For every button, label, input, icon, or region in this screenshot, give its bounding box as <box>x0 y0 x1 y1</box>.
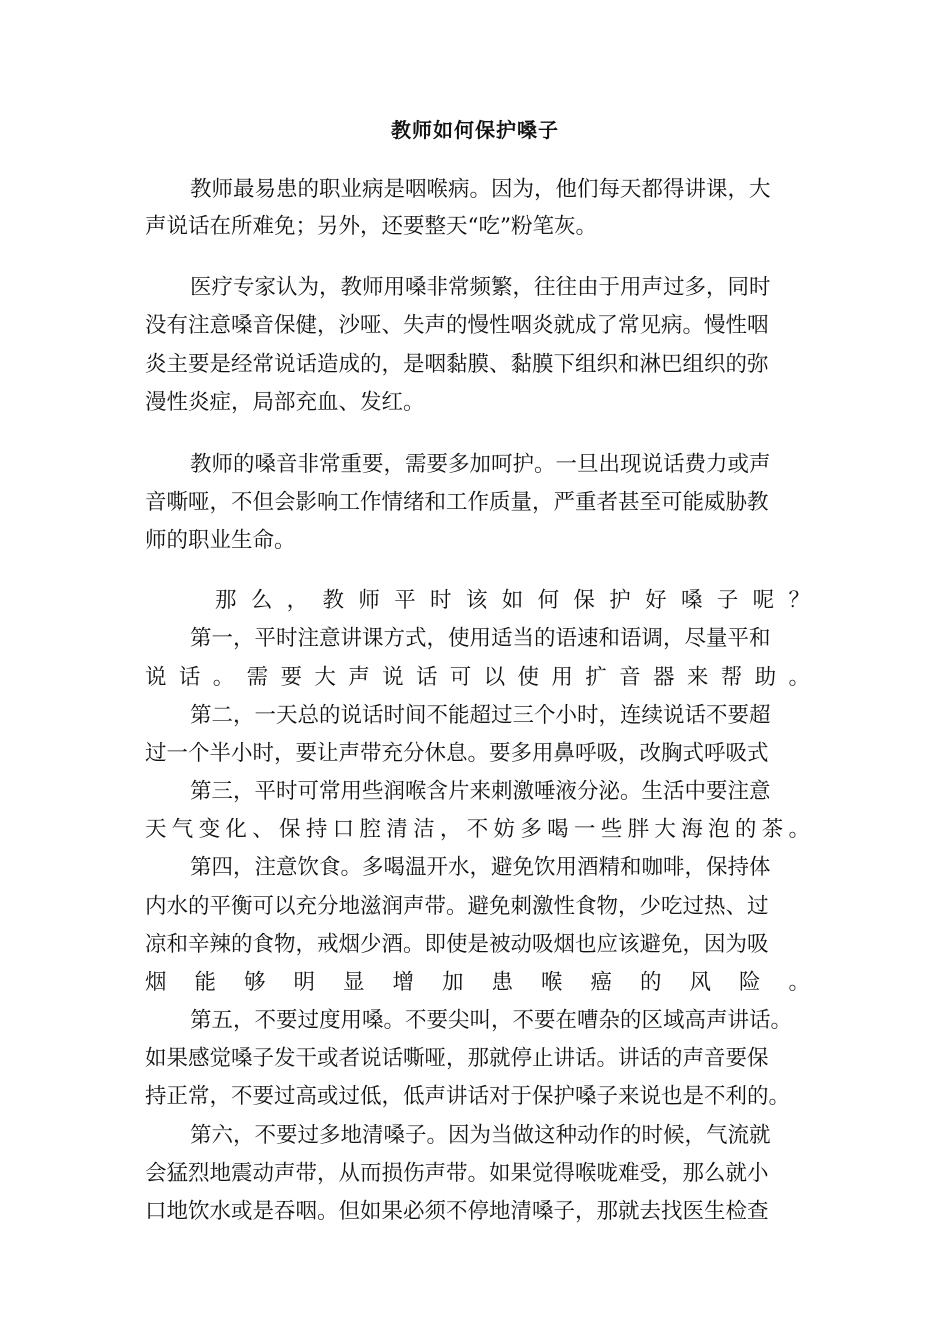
paragraph-line: 炎主要是经常说话造成的，是咽黏膜、黏膜下组织和淋巴组织的弥 <box>145 352 769 377</box>
paragraph-line: 第三，平时可常用些润喉含片来刺激唾液分泌。生活中要注意 <box>190 779 771 804</box>
paragraph-line: 如果感觉嗓子发干或者说话嘶哑，那就停止讲话。讲话的声音要保 <box>145 1046 769 1071</box>
paragraph-line: 口地饮水或是吞咽。但如果必须不停地清嗓子，那就去找医生检查 <box>145 1199 769 1224</box>
document-title: 教师如何保护嗓子 <box>391 118 559 142</box>
paragraph-line: 会猛烈地震动声带，从而损伤声带。如果觉得喉咙难受，那么就小 <box>145 1161 769 1186</box>
paragraph-line: 凉和辛辣的食物，戒烟少酒。即使是被动吸烟也应该避免，因为吸 <box>145 932 769 957</box>
paragraph-line: 没有注意嗓音保健，沙哑、失声的慢性咽炎就成了常见病。慢性咽 <box>145 313 769 338</box>
paragraph-line: 第五，不要过度用嗓。不要尖叫，不要在嘈杂的区域高声讲话。 <box>190 1008 793 1033</box>
paragraph-line: 第四，注意饮食。多喝温开水，避免饮用酒精和咖啡，保持体 <box>190 855 771 880</box>
paragraph-line: 第六，不要过多地清嗓子。因为当做这种动作的时候，气流就 <box>190 1123 771 1148</box>
paragraph-line: 第二，一天总的说话时间不能超过三个小时，连续说话不要超 <box>190 703 771 728</box>
paragraph-line: 声说话在所难免；另外，还要整天“吃”粉笔灰。 <box>145 214 597 239</box>
paragraph-line: 过一个半小时，要让声带充分休息。要多用鼻呼吸，改胸式呼吸式 <box>145 741 769 766</box>
paragraph-line: 持正常，不要过高或过低，低声讲话对于保护嗓子来说也是不利的。 <box>145 1084 791 1109</box>
paragraph-line: 内水的平衡可以充分地滋润声带。避免刺激性食物，少吃过热、过 <box>145 894 769 919</box>
paragraph-line: 烟能够明显增加患喉癌的风险。 <box>145 970 810 995</box>
paragraph-line: 第一，平时注意讲课方式，使用适当的语速和语调，尽量平和 <box>190 626 771 651</box>
paragraph-line: 说话。需要大声说话可以使用扩音器来帮助。 <box>145 665 810 690</box>
paragraph-line: 教师的嗓音非常重要，需要多加呵护。一旦出现说话费力或声 <box>190 452 771 477</box>
paragraph-line: 师的职业生命。 <box>145 528 296 553</box>
paragraph-line: 漫性炎症，局部充血、发红。 <box>145 390 425 415</box>
paragraph-line: 教师最易患的职业病是咽喉病。因为，他们每天都得讲课，大 <box>190 177 771 202</box>
paragraph-line: 天气变化、保持口腔清洁，不妨多喝一些胖大海泡的茶。 <box>145 817 810 842</box>
paragraph-line: 音嘶哑，不但会影响工作情绪和工作质量，严重者甚至可能威胁教 <box>145 490 769 515</box>
paragraph-line: 那么，教师平时该如何保护好嗓子呢？ <box>215 588 810 613</box>
paragraph-line: 医疗专家认为，教师用嗓非常频繁，往往由于用声过多，同时 <box>190 275 771 300</box>
